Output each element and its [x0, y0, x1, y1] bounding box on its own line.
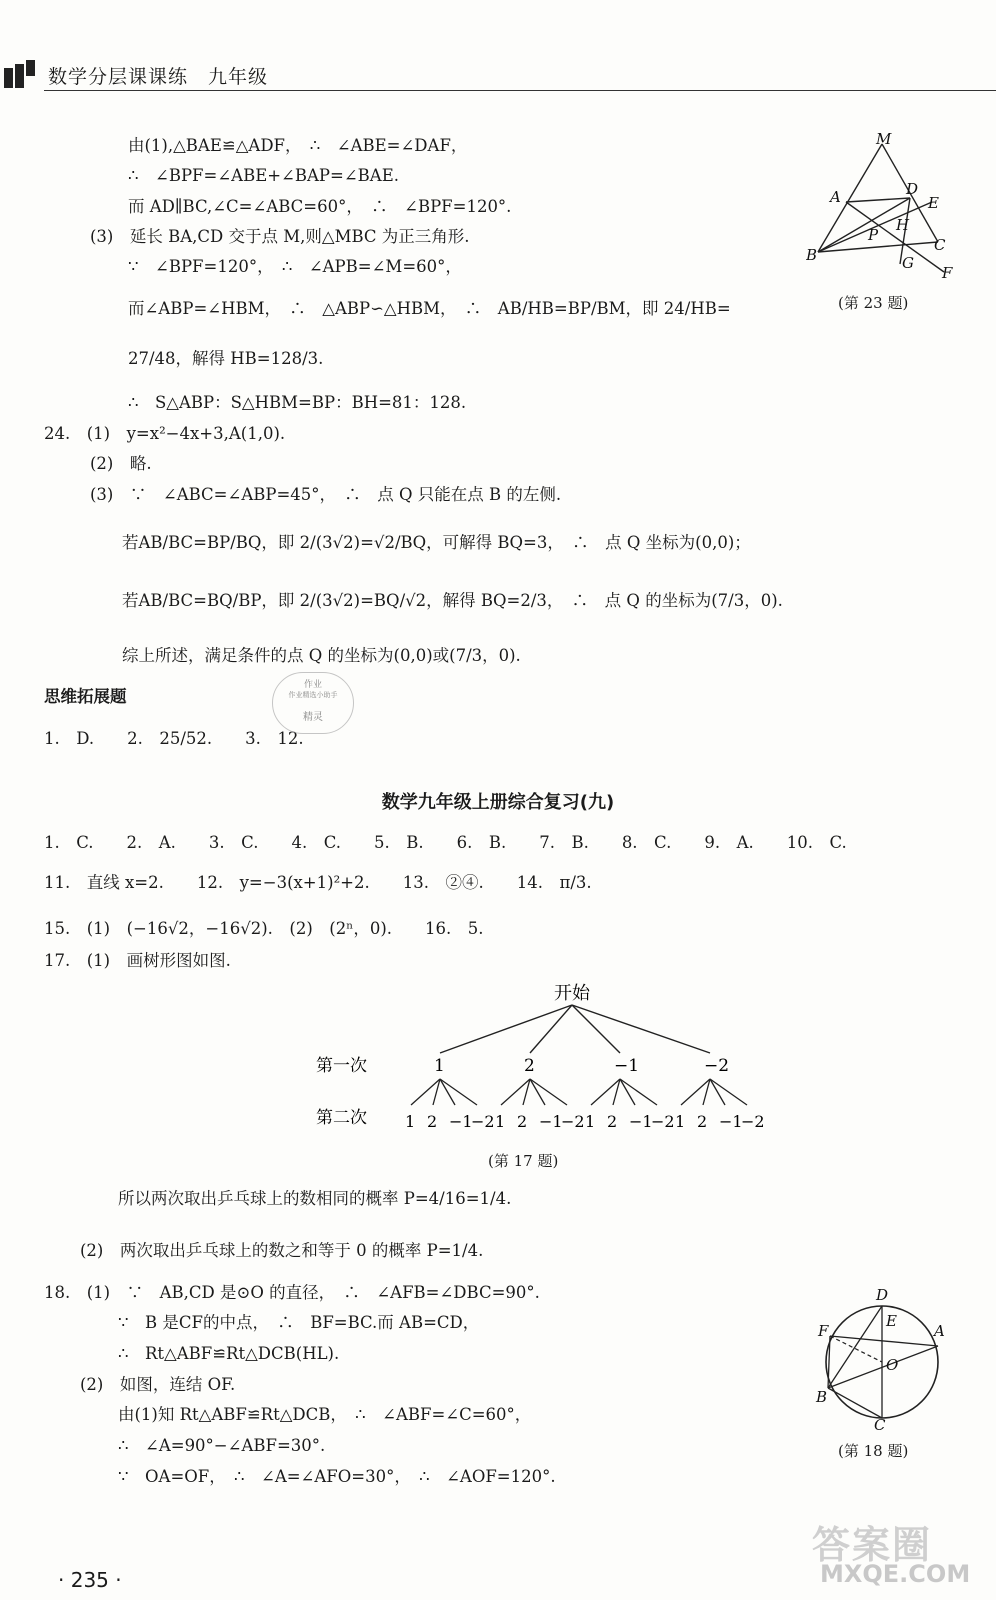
answer-line: 若AB/BC=BQ/BP，即 2/(3√2)=BQ/√2，解得 BQ=2/3， ∴ 点 Q 的坐标为(7/3，0). — [122, 591, 783, 610]
figure-18-caption: (第 18 题) — [838, 1442, 909, 1460]
fig23-label: E — [928, 194, 939, 212]
fig23-label: F — [942, 264, 953, 282]
answer-line: ∴ ∠BPF=∠ABE+∠BAP=∠BAE. — [128, 166, 400, 185]
tree-branch — [620, 1079, 657, 1105]
tree-second-node: −2 — [561, 1112, 585, 1131]
answer-line: 若AB/BC=BP/BQ，即 2/(3√2)=√2/BQ，可解得 BQ=3， ∴ 点 Q 坐标为(0,0)； — [122, 533, 751, 552]
answer-line: (2) 如图，连结 OF. — [80, 1375, 236, 1394]
watermark-logo: 答案圈 — [812, 1523, 933, 1567]
answer-line: 15. (1) (−16√2，−16√2). (2) (2ⁿ，0). 16. 5. — [44, 919, 484, 938]
tree-second-node: −2 — [651, 1112, 675, 1131]
figure-17-caption: (第 17 题) — [488, 1152, 559, 1170]
tree-second-node: 1 — [675, 1112, 686, 1131]
tree-first-node: 2 — [524, 1056, 535, 1076]
tree-branch — [501, 1079, 530, 1105]
tree-second-node: −1 — [449, 1112, 473, 1131]
tree-root: 开始 — [554, 983, 590, 1004]
tree-first-node: 1 — [434, 1056, 445, 1076]
fig23-label: D — [906, 180, 919, 198]
answer-line: 1. D. 2. 25/52. 3. 12. — [44, 729, 304, 748]
answer-line: 而∠ABP=∠HBM， ∴ △ABP∽△HBM， ∴ AB/HB=BP/BM，即 24/HB= — [128, 299, 731, 318]
tree-second-node: 2 — [697, 1112, 708, 1131]
book-logo-icon — [4, 60, 40, 88]
answer-line: 由(1),△BAE≌△ADF， ∴ ∠ABE=∠DAF， — [128, 136, 468, 155]
fig18-label: A — [934, 1322, 945, 1340]
watermark-url: MXQE.COM — [820, 1560, 971, 1588]
tree-branch — [530, 1079, 567, 1105]
fig23-label: B — [806, 246, 818, 264]
answer-line: 11. 直线 x=2. 12. y=−3(x+1)²+2. 13. ②④. 14. π/3. — [44, 873, 592, 892]
fig18-label: C — [874, 1416, 886, 1434]
section-title: 数学九年级上册综合复习(九) — [381, 792, 615, 813]
tree-second-node: 1 — [405, 1112, 416, 1131]
fig18-label: O — [886, 1356, 899, 1374]
fig23-label: P — [868, 226, 879, 244]
answer-line: (3) ∵ ∠ABC=∠ABP=45°， ∴ 点 Q 只能在点 B 的左侧. — [90, 485, 562, 504]
answer-line: 18. (1) ∵ AB,CD 是⊙O 的直径， ∴ ∠AFB=∠DBC=90°. — [44, 1283, 540, 1302]
stamp-image: 作业 作业精选小助手 精灵 — [272, 672, 354, 734]
figure-23 — [806, 132, 966, 282]
answer-line: ∴ S△ABP：S△HBM=BP：BH=81：128. — [128, 393, 467, 412]
answer-line: 由(1)知 Rt△ABF≌Rt△DCB， ∴ ∠ABF=∠C=60°， — [118, 1405, 532, 1424]
fig23-label: A — [830, 188, 841, 206]
tree-branch — [411, 1079, 440, 1105]
tree-branch — [710, 1079, 725, 1105]
tree-branch — [591, 1079, 620, 1105]
answer-line: ∵ ∠BPF=120°， ∴ ∠APB=∠M=60°， — [128, 257, 462, 276]
tree-branch — [530, 1079, 545, 1105]
answer-line: 思维拓展题 — [44, 687, 127, 706]
fig18-label: F — [818, 1322, 829, 1340]
answer-line: 综上所述，满足条件的点 Q 的坐标为(0,0)或(7/3，0). — [122, 646, 521, 665]
header-title: 数学分层课课练 九年级 — [48, 66, 269, 88]
tree-first-node: −1 — [614, 1056, 640, 1076]
tree-second-node: 2 — [517, 1112, 528, 1131]
tree-second-node: −2 — [741, 1112, 765, 1131]
tree-branch — [440, 1079, 477, 1105]
answer-line: (3) 延长 BA,CD 交于点 M,则△MBC 为正三角形. — [90, 227, 470, 246]
answer-line: (2) 两次取出乒乓球上的数之和等于 0 的概率 P=1/4. — [80, 1241, 484, 1260]
row-label-second: 第二次 — [316, 1108, 367, 1128]
fig23-label: H — [896, 216, 910, 234]
tree-second-node: 1 — [585, 1112, 596, 1131]
answer-line: 24. (1) y=x²−4x+3,A(1,0). — [44, 424, 286, 443]
answer-line: 17. (1) 画树形图如图. — [44, 951, 231, 970]
fig23-label: G — [902, 254, 914, 272]
tree-second-node: −1 — [629, 1112, 653, 1131]
fig18-label: D — [876, 1286, 889, 1304]
tree-second-node: −2 — [471, 1112, 495, 1131]
answer-line: ∴ ∠A=90°−∠ABF=30°. — [118, 1436, 326, 1455]
tree-branch — [440, 1079, 455, 1105]
tree-second-node: 2 — [427, 1112, 438, 1131]
answer-line: ∴ Rt△ABF≌Rt△DCB(HL). — [118, 1344, 340, 1363]
tree-second-node: −1 — [719, 1112, 743, 1131]
answer-line: ∵ OA=OF， ∴ ∠A=∠AFO=30°， ∴ ∠AOF=120°. — [118, 1467, 556, 1486]
header-rule — [44, 90, 996, 91]
tree-second-node: −1 — [539, 1112, 563, 1131]
tree-first-node: −2 — [704, 1056, 730, 1076]
fig18-label: B — [816, 1388, 828, 1406]
answer-line: 而 AD∥BC,∠C=∠ABC=60°， ∴ ∠BPF=120°. — [128, 197, 512, 216]
tree-diagram — [300, 975, 770, 1145]
tree-branch — [681, 1079, 710, 1105]
answer-line: (2) 略. — [90, 454, 152, 473]
row-label-first: 第一次 — [316, 1056, 367, 1076]
answer-line: 1. C. 2. A. 3. C. 4. C. 5. B. 6. B. 7. B. 8. C. 9. A. 10. C. — [44, 833, 847, 852]
fig23-label: M — [876, 132, 892, 148]
figure-18 — [814, 1284, 954, 1434]
page-number: · 235 · — [58, 1568, 122, 1592]
answer-line: 所以两次取出乒乓球上的数相同的概率 P=4/16=1/4. — [118, 1189, 512, 1208]
fig23-label: C — [934, 236, 946, 254]
fig18-label: E — [886, 1312, 897, 1330]
answer-line: ∵ B 是CF的中点， ∴ BF=BC.而 AB=CD， — [118, 1313, 480, 1332]
tree-second-node: 2 — [607, 1112, 618, 1131]
tree-branch — [620, 1079, 635, 1105]
answer-line: 27/48，解得 HB=128/3. — [128, 349, 324, 368]
tree-second-node: 1 — [495, 1112, 506, 1131]
figure-23-caption: (第 23 题) — [838, 294, 909, 312]
page-header — [0, 58, 996, 92]
tree-branch — [710, 1079, 747, 1105]
